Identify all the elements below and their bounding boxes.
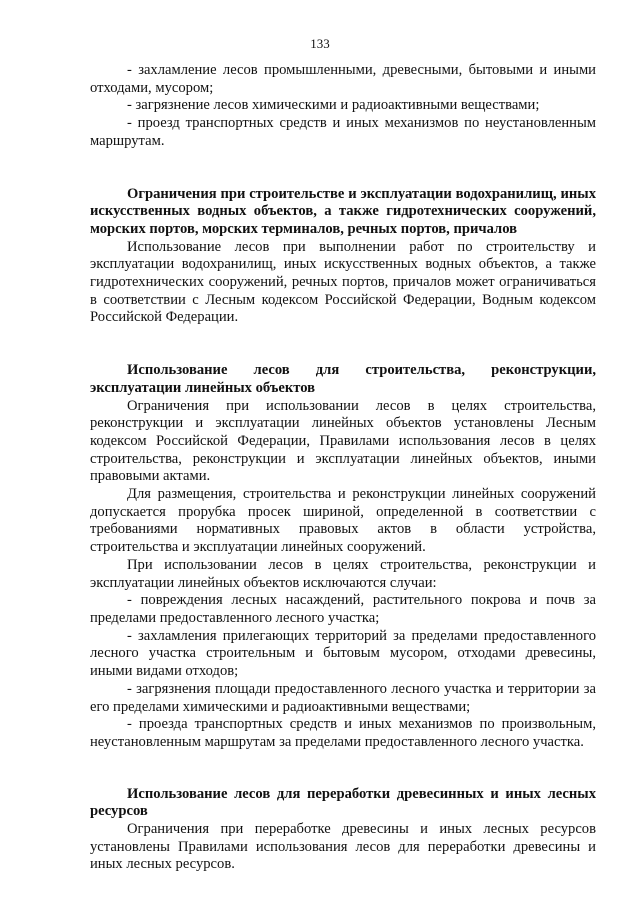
paragraph: Ограничения при переработке древесины и иных лесных ресурсов установлены Правилами использования лесов для переработки древесины и иных лесных ресурсов. bbox=[90, 821, 596, 873]
section-heading: Использование лесов для строительства, реконструкции, эксплуатации линейных объектов bbox=[90, 362, 596, 396]
document-body bbox=[90, 62, 596, 874]
list-item: - проезд транспортных средств и иных механизмов по неустановленным маршрутам. bbox=[90, 115, 596, 149]
list-item: - загрязнения площади предоставленного лесного участка и территории за его пределами химическими и радиоактивными веществами; bbox=[90, 680, 596, 715]
list-item: - захламление лесов промышленными, древесными, бытовыми и иными отходами, мусором; bbox=[90, 62, 596, 96]
list-item: - загрязнение лесов химическими и радиоактивными веществами; bbox=[127, 97, 540, 114]
list-item: - проезда транспортных средств и иных механизмов по произвольным, неустановленным маршрутам за пределами предоставленного лесного участка. bbox=[90, 716, 596, 750]
section-heading: Ограничения при строительстве и эксплуатации водохранилищ, иных искусственных водных объектов, а также гидротехнических сооружений, морских портов, морских терминалов, речных портов, причалов bbox=[90, 185, 596, 237]
list-item: - захламления прилегающих территорий за пределами предоставленного лесного участка строительным и бытовым мусором, отходами древесины, иными видами отходов; bbox=[90, 627, 596, 680]
paragraph: Использование лесов при выполнении работ по строительству и эксплуатации водохранилищ, иных искусственных водных объектов, а также гидротехнических сооружений, речных портов, причалов может ограничиваться в соответствии с Лесным кодексом Российской Федерации, Водным кодексом Российской Федерации. bbox=[90, 238, 596, 326]
paragraph: Для размещения, строительства и реконструкции линейных сооружений допускается прорубка просек шириной, определенной в соответствии с требованиями нормативных правовых актов в области устройства, строительства и эксплуатации линейных сооружений. bbox=[90, 486, 596, 556]
paragraph: При использовании лесов в целях строительства, реконструкции и эксплуатации линейных объектов исключаются случаи: bbox=[90, 556, 596, 591]
paragraph: Ограничения при использовании лесов в целях строительства, реконструкции и эксплуатации линейных объектов установлены Лесным кодексом Российской Федерации, Правилами использования лесов в целях строительства, реконструкции и эксплуатации линейных объектов, иными правовыми актами. bbox=[90, 397, 596, 485]
list-item: - повреждения лесных насаждений, растительного покрова и почв за пределами предоставленного лесного участка; bbox=[90, 592, 596, 626]
page-number: 133 bbox=[310, 36, 330, 51]
section-heading: Использование лесов для переработки древесинных и иных лесных ресурсов bbox=[90, 785, 596, 820]
